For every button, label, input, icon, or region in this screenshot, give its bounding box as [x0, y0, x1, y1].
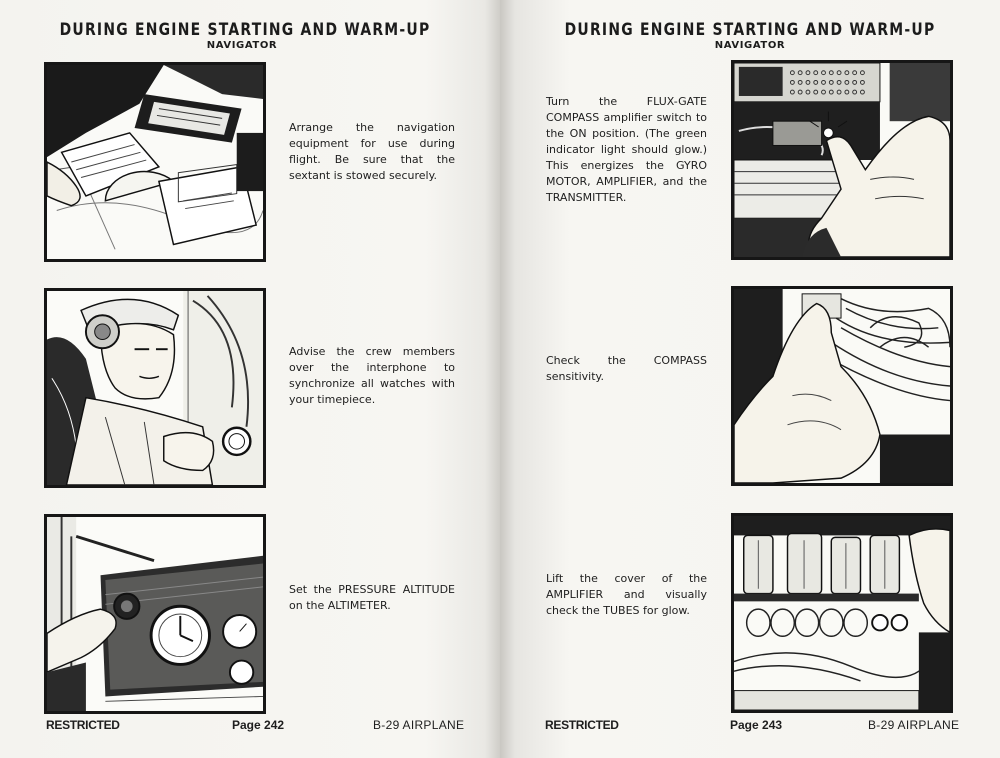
restricted-label: RESTRICTED: [46, 718, 120, 732]
page-title: DURING ENGINE STARTING AND WARM-UP: [59, 20, 431, 40]
step-caption: Turn the FLUX-GATE COMPASS amplifier switch to the ON position. (The green indicator light should glow.) This energizes the GYRO MOTOR, AMPLIFIER, and the TRANSMITTER.: [546, 95, 707, 204]
navigation-equipment-illustration: [44, 62, 266, 262]
step-caption: Set the PRESSURE ALTITUDE on the ALTIMETER.: [289, 583, 455, 612]
altimeter-panel-illustration: [44, 514, 266, 714]
page-subtitle: NAVIGATOR: [714, 40, 786, 51]
right-page: [500, 0, 1000, 758]
airplane-label: B-29 AIRPLANE: [373, 718, 465, 732]
step-caption: Arrange the navigation equipment for use during flight. Be sure that the sextant is stowed securely.: [289, 121, 455, 182]
airplane-label: B-29 AIRPLANE: [868, 718, 960, 732]
page-number: Page 243: [730, 718, 783, 732]
step-caption: Check the COMPASS sensitivity.: [546, 354, 707, 383]
amplifier-tubes-illustration: [731, 513, 953, 713]
compass-sensitivity-illustration: [731, 286, 953, 486]
page-number: Page 242: [232, 718, 285, 732]
step-caption: Advise the crew members over the interphone to synchronize all watches with your timepiece.: [289, 345, 455, 406]
restricted-label: RESTRICTED: [545, 718, 619, 732]
flux-gate-switch-illustration: [731, 60, 953, 260]
page-subtitle: NAVIGATOR: [206, 40, 278, 51]
navigator-headset-illustration: [44, 288, 266, 488]
step-caption: Lift the cover of the AMPLIFIER and visually check the TUBES for glow.: [546, 572, 707, 617]
page-title: DURING ENGINE STARTING AND WARM-UP: [564, 20, 936, 40]
